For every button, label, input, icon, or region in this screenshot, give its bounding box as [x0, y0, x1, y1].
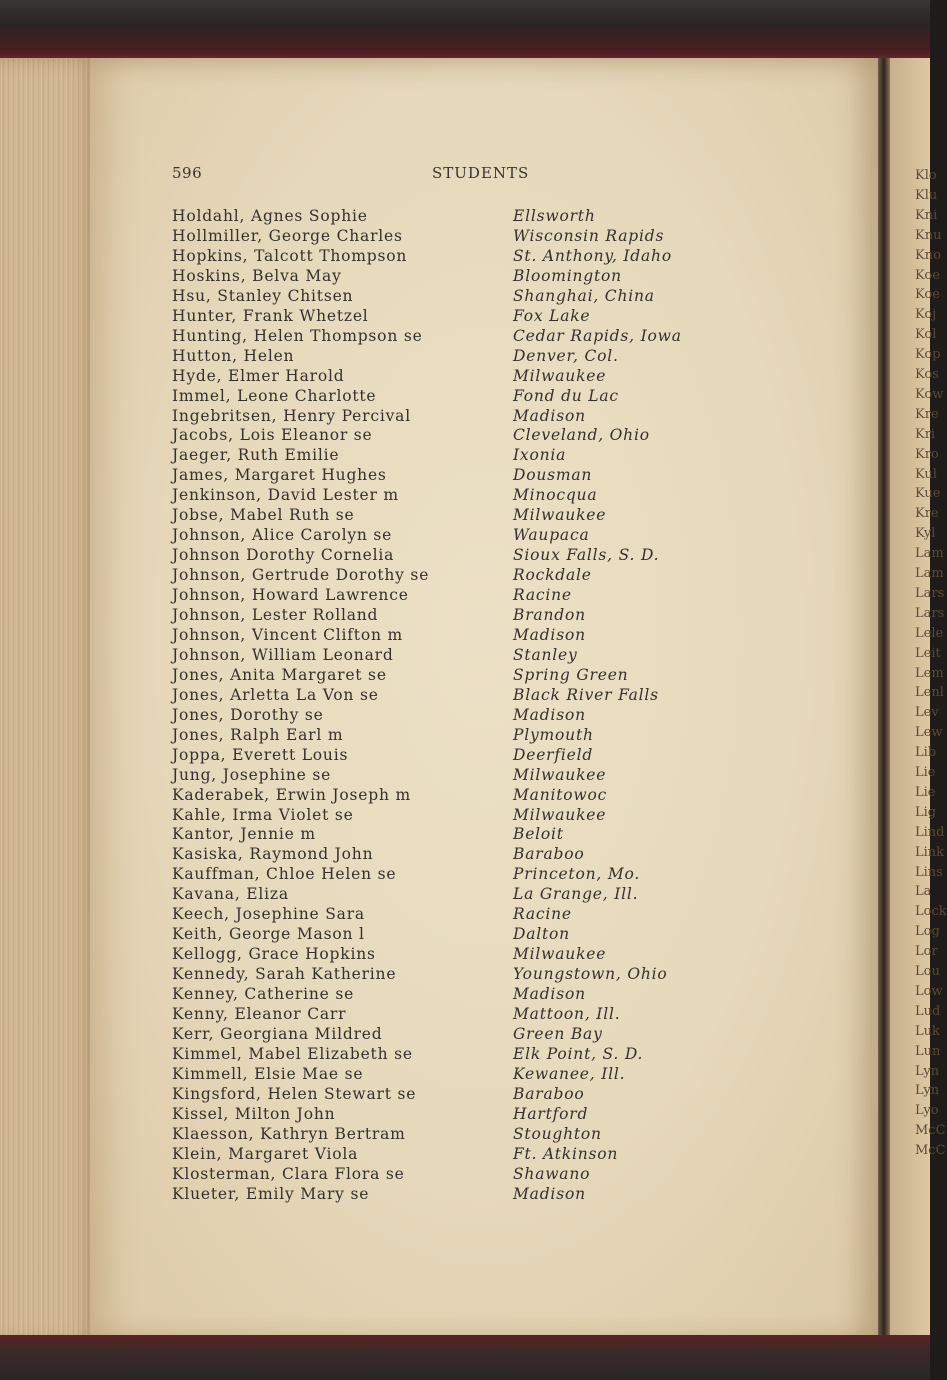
student-name: Jones, Dorothy se	[172, 705, 324, 724]
next-page-fragment: Lem	[915, 665, 944, 681]
student-name: Kahle, Irma Violet se	[172, 805, 354, 824]
student-hometown: Racine	[513, 586, 572, 605]
student-name: Immel, Leone Charlotte	[172, 386, 377, 405]
student-hometown: Youngstown, Ohio	[513, 965, 668, 984]
student-name: Johnson, Gertrude Dorothy se	[172, 566, 430, 585]
student-name: Hoskins, Belva May	[172, 266, 342, 285]
student-name: Jenkinson, David Lester m	[172, 486, 399, 505]
student-name: Hopkins, Talcott Thompson	[172, 246, 408, 265]
student-name: Jobse, Mabel Ruth se	[172, 506, 355, 525]
student-hometown: Stanley	[513, 645, 578, 664]
student-hometown: Shanghai, China	[513, 286, 655, 305]
next-page-fragment: Lun	[915, 1043, 941, 1059]
student-name: Klueter, Emily Mary se	[172, 1184, 370, 1203]
next-page-fragment: Kyl	[915, 526, 936, 542]
student-name: Ingebritsen, Henry Percival	[172, 406, 411, 425]
student-hometown: La Grange, Ill.	[513, 885, 639, 904]
student-hometown: Shawano	[513, 1164, 591, 1183]
student-hometown: Fond du Lac	[513, 386, 619, 405]
student-hometown: Manitowoc	[513, 785, 608, 804]
student-hometown: Ellsworth	[513, 207, 596, 225]
student-hometown: Princeton, Mo.	[513, 865, 641, 884]
page-stack-edges	[0, 58, 100, 1343]
student-hometown: Dalton	[513, 925, 570, 944]
student-name: Hyde, Elmer Harold	[172, 366, 345, 385]
student-hometown: Madison	[513, 985, 586, 1004]
next-page-fragment: La	[915, 884, 932, 900]
next-page-fragment: Klu	[915, 187, 938, 203]
student-name: Kerr, Georgiana Mildred	[172, 1024, 383, 1043]
student-hometown: Madison	[513, 625, 586, 644]
student-name: Kellogg, Grace Hopkins	[172, 945, 376, 964]
student-hometown: Cedar Rapids, Iowa	[513, 326, 682, 345]
next-page-fragment: Lins	[915, 864, 943, 880]
next-page-fragment: Lyn	[915, 1083, 940, 1099]
student-hometown: Mattoon, Ill.	[513, 1005, 621, 1023]
student-hometown: Baraboo	[513, 1084, 585, 1103]
student-hometown: Plymouth	[513, 725, 594, 744]
student-name: Johnson, Vincent Clifton m	[172, 625, 403, 644]
student-name: Hunter, Frank Whetzel	[172, 306, 369, 325]
student-name: Hsu, Stanley Chitsen	[172, 286, 354, 305]
book-cover-top	[0, 0, 930, 62]
next-page-fragment: Lars	[915, 585, 945, 601]
student-name: Jones, Arletta La Von se	[172, 685, 379, 704]
student-name: Kantor, Jennie m	[172, 825, 316, 844]
next-page-fragment: Link	[915, 844, 945, 860]
student-name: Kimmell, Elsie Mae se	[172, 1064, 364, 1083]
student-hometown: Racine	[513, 905, 572, 924]
student-name: Johnson, William Leonard	[172, 645, 394, 664]
student-hometown: Brandon	[513, 606, 586, 624]
student-name: Kasiska, Raymond John	[172, 845, 374, 864]
student-hometown: Hartford	[513, 1104, 589, 1123]
next-page-fragment: Kop	[915, 347, 941, 363]
student-name: Johnson, Howard Lawrence	[172, 586, 409, 605]
student-name: Kingsford, Helen Stewart se	[172, 1084, 417, 1103]
student-hometown: Elk Point, S. D.	[513, 1044, 644, 1063]
student-name: Jones, Ralph Earl m	[172, 725, 344, 744]
student-name: Hunting, Helen Thompson se	[172, 326, 423, 345]
student-hometown: Waupaca	[513, 526, 590, 545]
student-name: Joppa, Everett Louis	[172, 745, 349, 764]
student-name: Kennedy, Sarah Katherine	[172, 965, 397, 984]
next-page-fragment: Lam	[915, 566, 944, 581]
next-page-fragment: Kni	[915, 207, 938, 223]
page-number: 596	[172, 164, 203, 182]
student-hometown: Green Bay	[513, 1024, 603, 1043]
next-page-fragment: Kue	[915, 486, 941, 502]
student-hometown: Deerfield	[513, 745, 594, 764]
student-hometown: Milwaukee	[513, 765, 607, 784]
student-hometown: Milwaukee	[513, 366, 607, 385]
student-hometown: Denver, Col.	[513, 346, 619, 365]
student-name: Holdahl, Agnes Sophie	[172, 207, 368, 225]
student-hometown: Milwaukee	[513, 805, 607, 824]
student-name: Klosterman, Clara Flora se	[172, 1164, 405, 1183]
student-hometown: Cleveland, Ohio	[513, 426, 650, 445]
next-page-fragment: Low	[915, 983, 943, 999]
next-page-fragment: Lev	[915, 705, 939, 721]
student-hometown: Black River Falls	[513, 685, 659, 704]
next-page-fragment: Lenl	[915, 685, 944, 701]
next-page-fragment: Lele	[915, 625, 944, 641]
student-name: Jung, Josephine se	[172, 765, 332, 784]
next-page-fragment: Lock	[915, 904, 947, 920]
next-page-fragment: Lyn	[915, 1063, 940, 1079]
next-page-fragment: Kos	[915, 367, 939, 382]
next-page-fragment: Lib	[915, 745, 937, 761]
student-hometown: Stoughton	[513, 1124, 602, 1143]
student-hometown: Beloit	[513, 825, 564, 844]
next-page-fragment: Kri	[915, 426, 936, 442]
student-hometown: Milwaukee	[513, 506, 607, 525]
student-name: Keech, Josephine Sara	[172, 905, 365, 924]
next-page-fragment: Koe	[915, 287, 940, 303]
next-page-fragment: Koj	[915, 307, 937, 323]
next-page-fragment: McC	[915, 1123, 946, 1139]
student-name: Johnson, Alice Carolyn se	[172, 526, 393, 545]
student-name: Johnson Dorothy Cornelia	[172, 546, 395, 565]
next-page-fragment: Lig	[915, 804, 937, 820]
student-name: Jones, Anita Margaret se	[172, 665, 387, 684]
student-hometown: Wisconsin Rapids	[513, 226, 665, 245]
student-hometown: Baraboo	[513, 845, 585, 864]
next-page-edge	[890, 58, 947, 1343]
next-page-fragment: Kro	[915, 446, 939, 462]
next-page-fragment: Knu	[915, 227, 942, 243]
student-hometown: Sioux Falls, S. D.	[513, 546, 660, 565]
student-name: Jacobs, Lois Eleanor se	[172, 426, 373, 445]
next-page-fragment: Lud	[915, 1003, 941, 1019]
student-name: Kissel, Milton John	[172, 1104, 336, 1123]
next-page-fragment: Kul	[915, 466, 937, 482]
student-name: Klaesson, Kathryn Bertram	[172, 1124, 406, 1143]
book-gutter	[878, 58, 890, 1343]
next-page-fragment: Kow	[915, 386, 944, 402]
student-name: Hutton, Helen	[172, 346, 295, 365]
student-name: Kauffman, Chloe Helen se	[172, 865, 397, 884]
student-hometown: Madison	[513, 406, 586, 425]
next-page-fragment: Lou	[915, 964, 940, 979]
next-page-fragment: Kre	[915, 506, 939, 522]
book-cover-bottom	[0, 1335, 930, 1380]
student-name: Kaderabek, Erwin Joseph m	[172, 785, 411, 804]
next-page-fragment: Klo	[915, 168, 937, 183]
student-name: Kimmel, Mabel Elizabeth se	[172, 1044, 413, 1063]
next-page-fragment: Lew	[915, 725, 943, 741]
next-page-fragment: Lor	[915, 944, 938, 960]
student-hometown: Spring Green	[513, 665, 629, 684]
student-name: Johnson, Lester Rolland	[172, 606, 379, 624]
student-hometown: Milwaukee	[513, 945, 607, 964]
next-page-fragment: Lie	[915, 784, 936, 800]
student-hometown: Fox Lake	[513, 306, 591, 325]
next-page-fragment: Kre	[915, 406, 939, 422]
student-name: Jaeger, Ruth Emilie	[172, 446, 340, 465]
student-hometown: St. Anthony, Idaho	[513, 246, 672, 265]
next-page-fragment: McC	[915, 1143, 946, 1159]
next-page-fragment: Lind	[915, 824, 945, 840]
student-hometown: Dousman	[513, 466, 593, 485]
student-name: Keith, George Mason l	[172, 925, 365, 944]
student-name: Klein, Margaret Viola	[172, 1144, 359, 1163]
student-hometown: Kewanee, Ill.	[513, 1064, 626, 1083]
student-name: Kavana, Eliza	[172, 885, 289, 904]
next-page-fragment: Kno	[915, 247, 941, 263]
student-name: Kenney, Catherine se	[172, 985, 355, 1004]
student-name: James, Margaret Hughes	[172, 466, 387, 485]
student-hometown: Ft. Atkinson	[513, 1144, 619, 1163]
student-hometown: Bloomington	[513, 266, 622, 285]
student-hometown: Ixonia	[513, 446, 567, 465]
student-hometown: Rockdale	[513, 566, 592, 585]
next-page-fragment: Lam	[915, 546, 944, 562]
next-page-fragment: Luk	[915, 1023, 940, 1039]
next-page-fragment: Koe	[915, 267, 940, 283]
student-hometown: Madison	[513, 1184, 586, 1203]
page-title: STUDENTS	[432, 164, 530, 182]
next-page-fragment: Lars	[915, 605, 945, 621]
next-page-fragment: Lie	[915, 765, 936, 780]
student-hometown: Minocqua	[513, 486, 598, 505]
student-name: Hollmiller, George Charles	[172, 226, 403, 245]
student-hometown: Madison	[513, 705, 586, 724]
next-page-fragment: Kol	[915, 327, 937, 343]
next-page-fragment: Lyo	[915, 1103, 939, 1119]
next-page-fragment: Log	[915, 924, 940, 940]
student-name: Kenny, Eleanor Carr	[172, 1005, 347, 1023]
next-page-fragment: Leit	[915, 645, 941, 661]
